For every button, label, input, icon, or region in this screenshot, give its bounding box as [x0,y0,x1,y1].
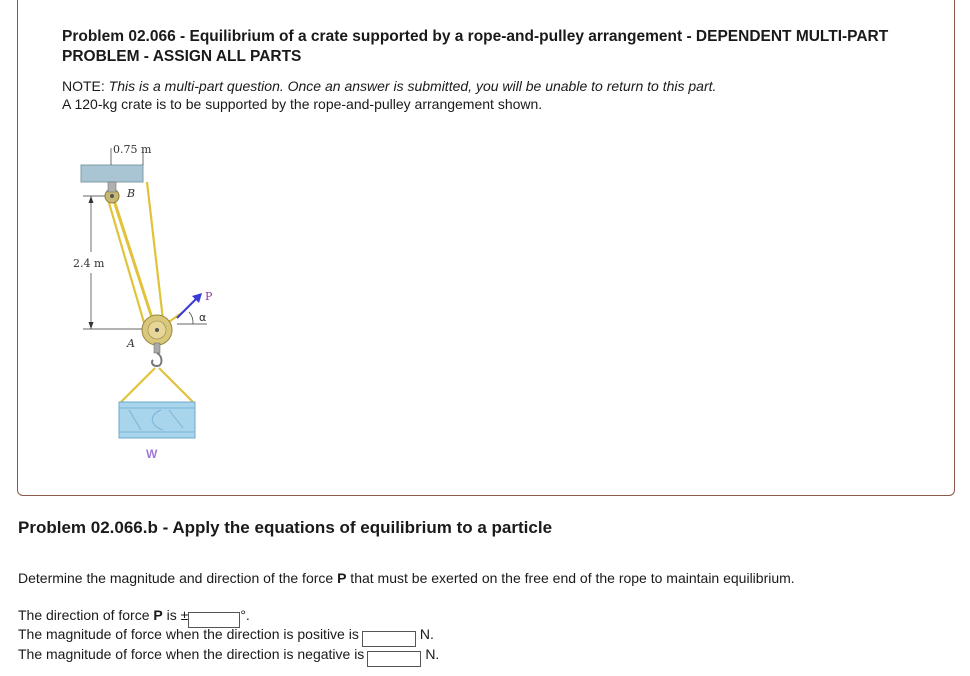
crate [119,402,195,438]
label-b: B [127,187,136,200]
rope-pulley-figure [65,140,225,470]
negative-magnitude-unit: N. [425,646,440,662]
question-force-symbol: P [337,570,347,586]
positive-magnitude-unit: N. [419,626,434,642]
question-text-post: that must be exerted on the free end of the rope to maintain equilibrium. [346,570,795,586]
positive-magnitude-label: The magnitude of force when the direction is positive is [18,626,359,642]
ceiling-beam [81,165,143,182]
dimension-width-label: 0.75 m [113,143,152,156]
problem-note [62,77,716,113]
problem-title: Problem 02.066 - Equilibrium of a crate supported by a rope-and-pulley arrangement - DEPENDENT MULTI-PART PROBLEM - ASSIGN ALL PARTS [62,28,889,65]
part-question [18,570,795,586]
note-prefix: NOTE: [62,78,109,94]
direction-unit: °. [240,607,250,623]
negative-magnitude-label: The magnitude of force when the direction is negative is [18,646,365,662]
part-title: Problem 02.066.b - Apply the equations of equilibrium to a particle [18,518,553,537]
positive-magnitude-line [18,625,434,647]
label-a: A [127,337,135,350]
question-text-pre: Determine the magnitude and direction of the force [18,570,338,586]
label-p: P [205,290,213,303]
direction-label: The direction of force [18,607,154,623]
direction-force-symbol: P [153,607,163,623]
dimension-height-label: 2.4 m [73,257,105,270]
label-alpha: α [199,311,207,324]
negative-magnitude-input[interactable] [367,651,421,667]
negative-magnitude-line [18,645,439,667]
note-text: This is a multi-part question. Once an answer is submitted, you will be unable to return to this part. [108,78,717,94]
direction-plus-minus: is ± [162,607,189,623]
label-w: W [146,447,158,461]
problem-statement: A 120-kg crate is to be supported by the rope-and-pulley arrangement shown. [62,96,543,112]
